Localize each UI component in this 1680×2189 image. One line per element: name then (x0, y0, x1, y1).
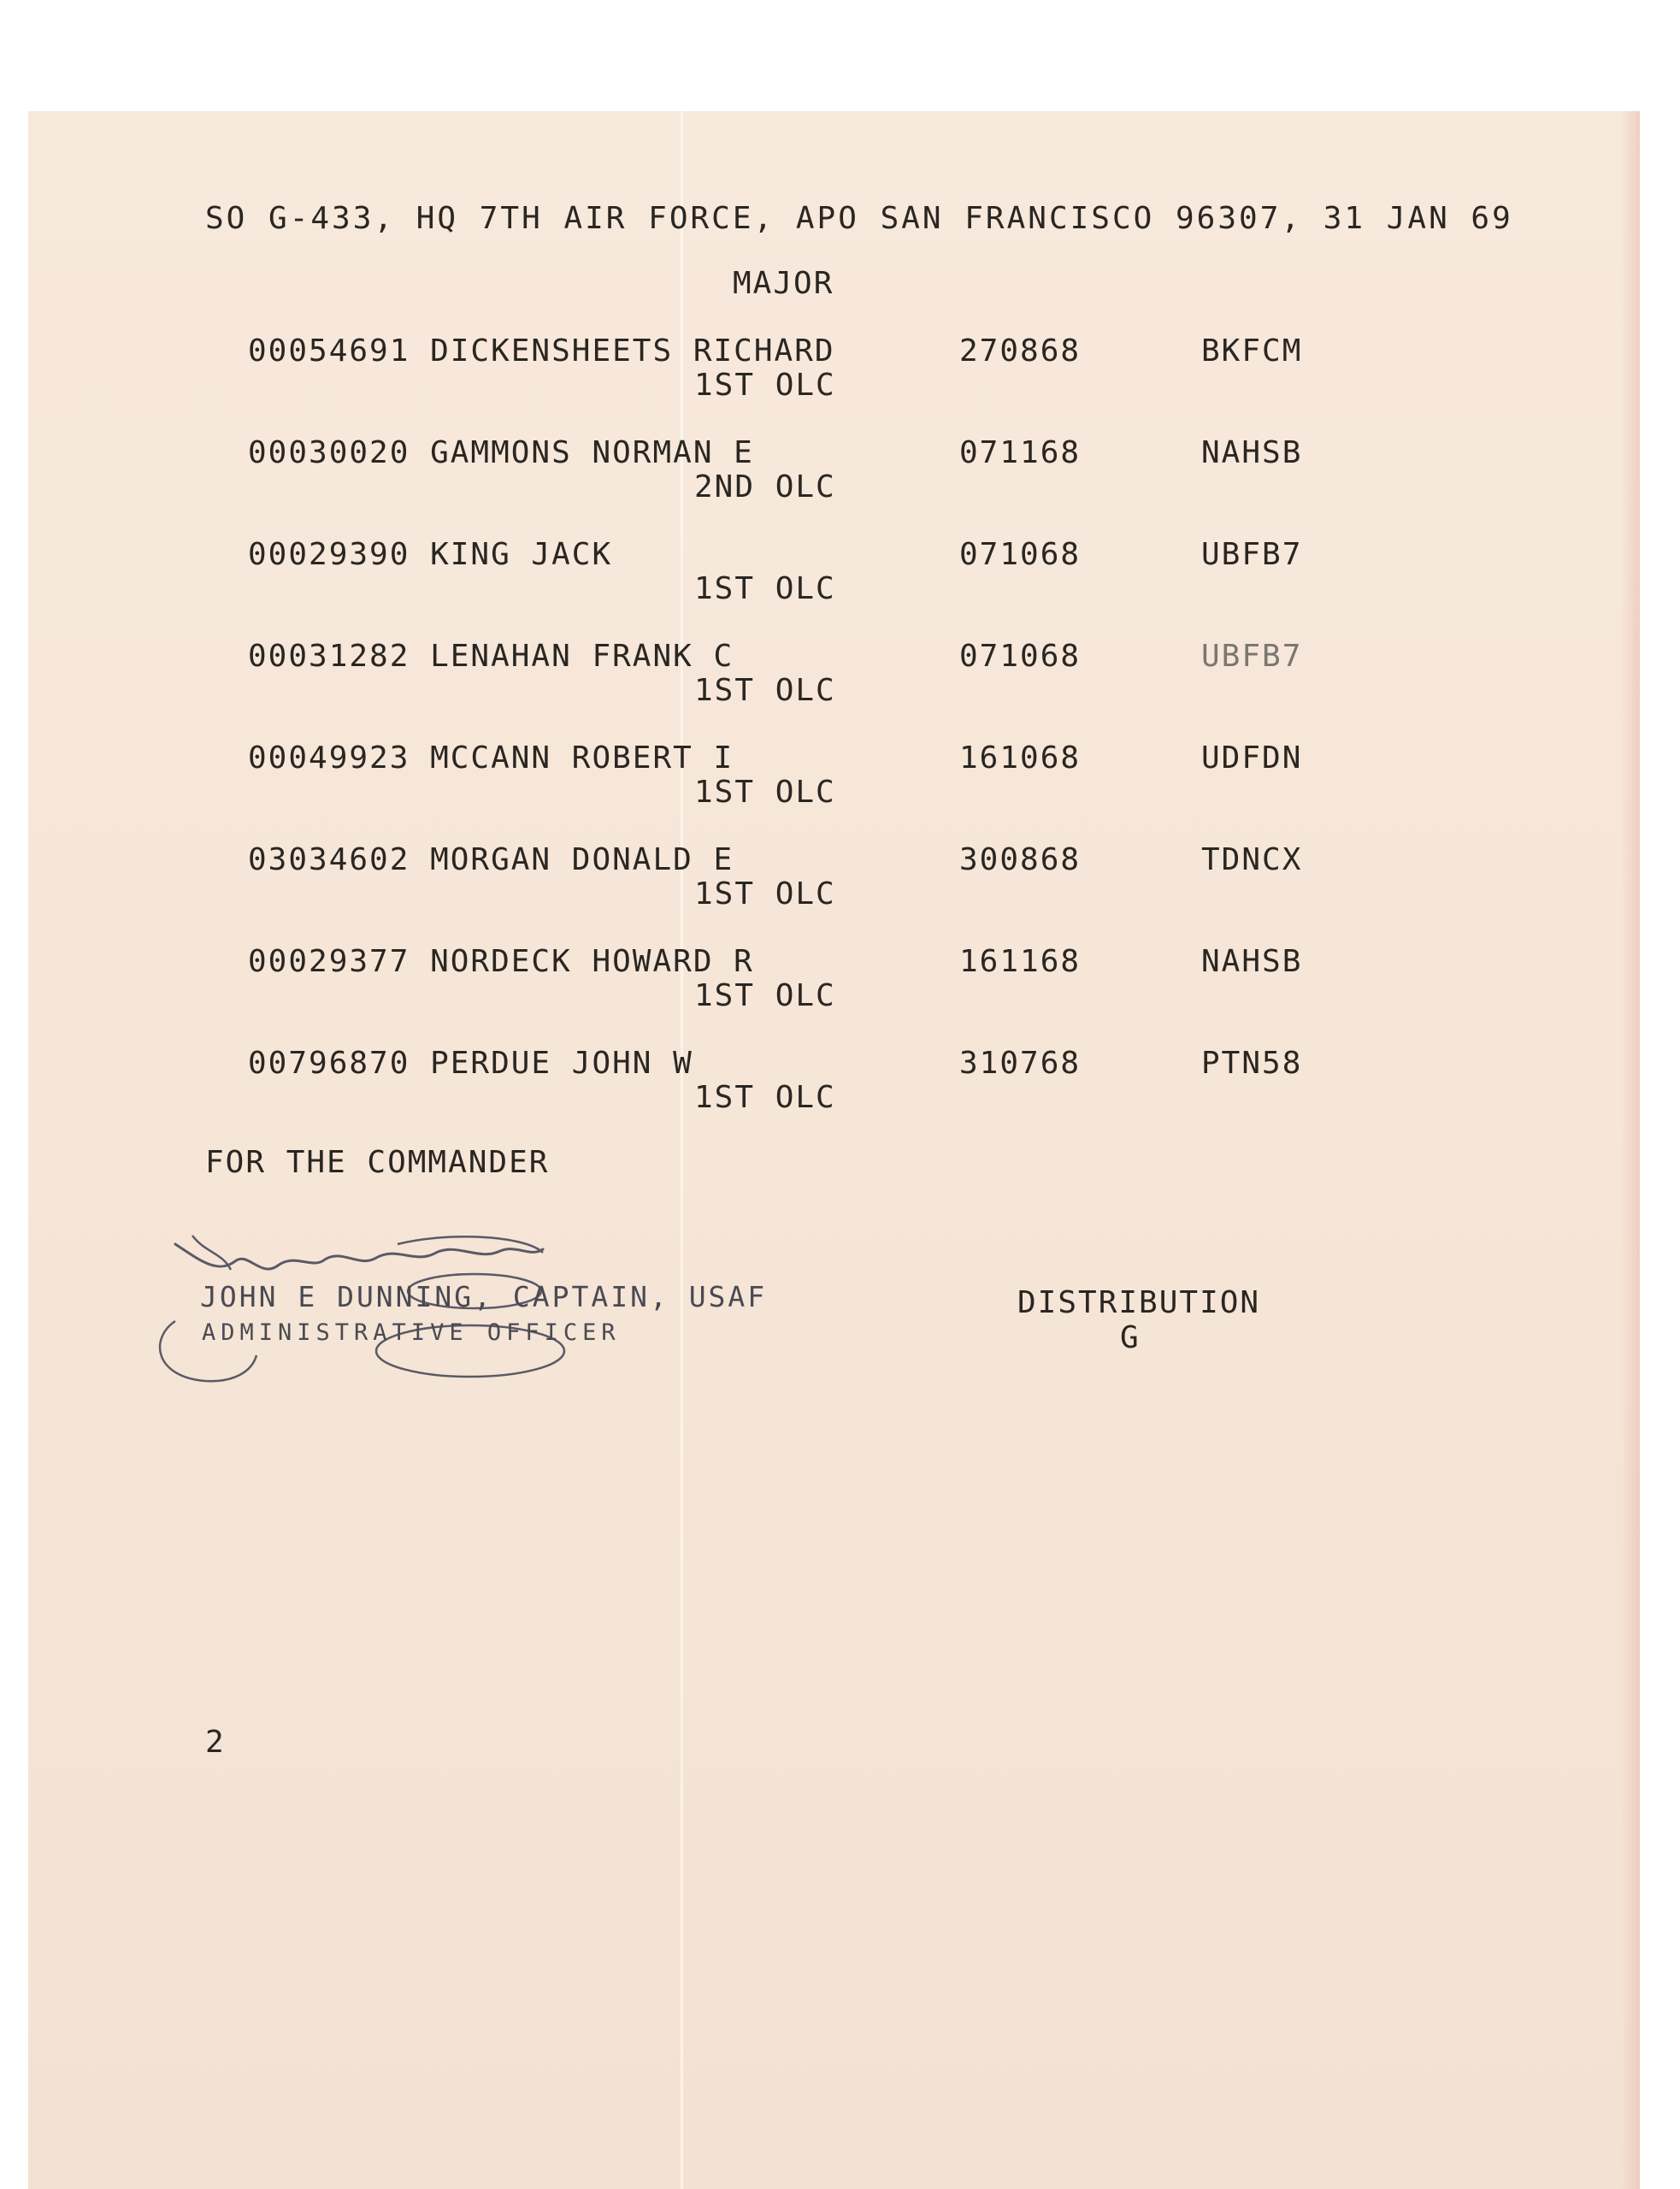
entry-olc: 1ST OLC (694, 775, 836, 810)
paper-edge (1621, 111, 1640, 2189)
entry-date: 270868 (959, 333, 1082, 369)
for-the-commander: FOR THE COMMANDER (205, 1145, 550, 1180)
signature-name: JOHN E DUNNING, CAPTAIN, USAF (200, 1280, 768, 1313)
entry-id-name: 00029390 KING JACK (248, 537, 613, 572)
entry-id-name: 00030020 GAMMONS NORMAN E (248, 435, 754, 470)
entry-date: 161168 (959, 944, 1082, 979)
entry-code: NAHSB (1201, 944, 1303, 979)
signature-title: ADMINISTRATIVE OFFICER (202, 1319, 621, 1346)
entry-olc: 1ST OLC (694, 1080, 836, 1115)
entry-date: 310768 (959, 1046, 1082, 1081)
rank-heading: MAJOR (733, 266, 834, 301)
entry-date: 300868 (959, 842, 1082, 877)
entry-id-name: 00049923 MCCANN ROBERT I (248, 740, 734, 776)
entry-date: 071168 (959, 435, 1082, 470)
entry-code: UBFB7 (1201, 639, 1303, 674)
order-header: SO G-433, HQ 7TH AIR FORCE, APO SAN FRANCISCO 96307, 31 JAN 69 (205, 201, 1513, 236)
entry-id-name: 00029377 NORDECK HOWARD R (248, 944, 754, 979)
entry-code: PTN58 (1201, 1046, 1303, 1081)
entry-olc: 1ST OLC (694, 978, 836, 1013)
distribution-code: G (1120, 1320, 1141, 1355)
entry-code: UDFDN (1201, 740, 1303, 776)
entry-code: NAHSB (1201, 435, 1303, 470)
entry-olc: 1ST OLC (694, 876, 836, 912)
page-number: 2 (205, 1725, 226, 1760)
entry-id-name: 00796870 PERDUE JOHN W (248, 1046, 693, 1081)
entry-id-name: 03034602 MORGAN DONALD E (248, 842, 734, 877)
entry-code: TDNCX (1201, 842, 1303, 877)
entry-olc: 1ST OLC (694, 571, 836, 606)
entry-olc: 1ST OLC (694, 673, 836, 708)
paper-fold (681, 111, 683, 2189)
entry-olc: 1ST OLC (694, 368, 836, 403)
entry-date: 161068 (959, 740, 1082, 776)
entry-code: BKFCM (1201, 333, 1303, 369)
entry-id-name: 00054691 DICKENSHEETS RICHARD (248, 333, 835, 369)
entry-olc: 2ND OLC (694, 469, 836, 504)
entry-code: UBFB7 (1201, 537, 1303, 572)
entry-id-name: 00031282 LENAHAN FRANK C (248, 639, 734, 674)
entry-date: 071068 (959, 537, 1082, 572)
entry-date: 071068 (959, 639, 1082, 674)
distribution-label: DISTRIBUTION (1017, 1285, 1261, 1320)
